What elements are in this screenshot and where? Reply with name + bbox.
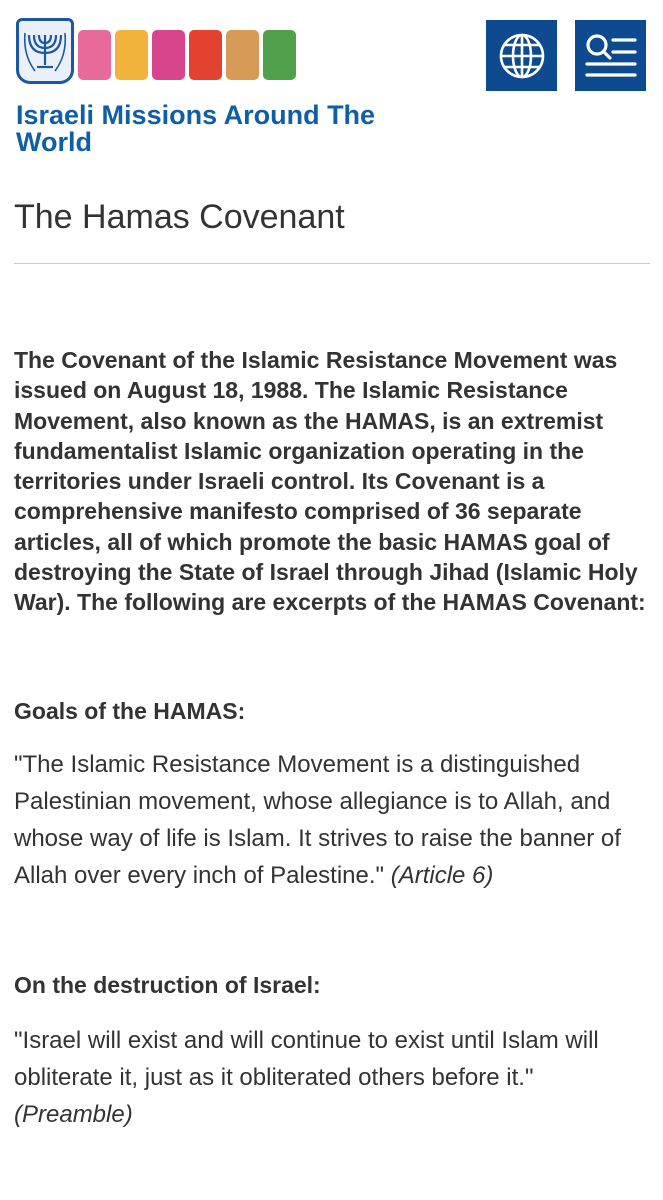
quote-text: "Israel will exist and will continue to exist until Islam will obliterate it, just as it obliterated others before it." xyxy=(14,1027,599,1091)
intro-paragraph: The Covenant of the Islamic Resistance Movement was issued on August 18, 1988. The Islamic Resistance Movement, also known as the HAMAS, is an extremist fundamentalist Islamic organization operating in the territories under Israeli control. Its Covenant is a comprehensive manifesto comprised of 36 separate articles, all of which promote the basic HAMAS goal of destroying the State of Israel through Jihad (Islamic Holy War). The following are excerpts of the HAMAS Covenant: xyxy=(14,347,646,616)
section-heading-destruction: On the destruction of Israel: xyxy=(14,972,321,998)
quote-goals xyxy=(14,746,650,894)
search-menu-icon xyxy=(583,31,639,81)
globe-icon xyxy=(497,31,547,81)
wordmark-letter xyxy=(189,30,222,80)
page-title: The Hamas Covenant xyxy=(14,198,345,236)
wordmark-letter xyxy=(78,30,111,80)
quote-destruction xyxy=(14,1022,650,1133)
wordmark-letter xyxy=(115,30,148,80)
section-heading-goals: Goals of the HAMAS: xyxy=(14,698,246,724)
search-menu-button[interactable] xyxy=(575,20,646,91)
israel-wordmark-logo[interactable] xyxy=(78,22,300,80)
wordmark-letter xyxy=(263,30,296,80)
wordmark-letter xyxy=(226,30,259,80)
quote-citation: (Preamble) xyxy=(14,1101,133,1128)
site-title[interactable]: Israeli Missions Around The World xyxy=(16,100,376,157)
quote-text: "The Islamic Resistance Movement is a distinguished Palestinian movement, whose allegiance is to Allah, and whose way of life is Islam. It strives to raise the banner of Allah over every inch of Palestine." xyxy=(14,751,621,889)
site-header xyxy=(0,0,663,170)
menorah-icon xyxy=(19,21,71,81)
language-button[interactable] xyxy=(486,20,557,91)
quote-citation: (Article 6) xyxy=(390,862,494,889)
title-divider xyxy=(14,263,650,264)
wordmark-letter xyxy=(152,30,185,80)
state-emblem-logo[interactable] xyxy=(16,18,74,84)
